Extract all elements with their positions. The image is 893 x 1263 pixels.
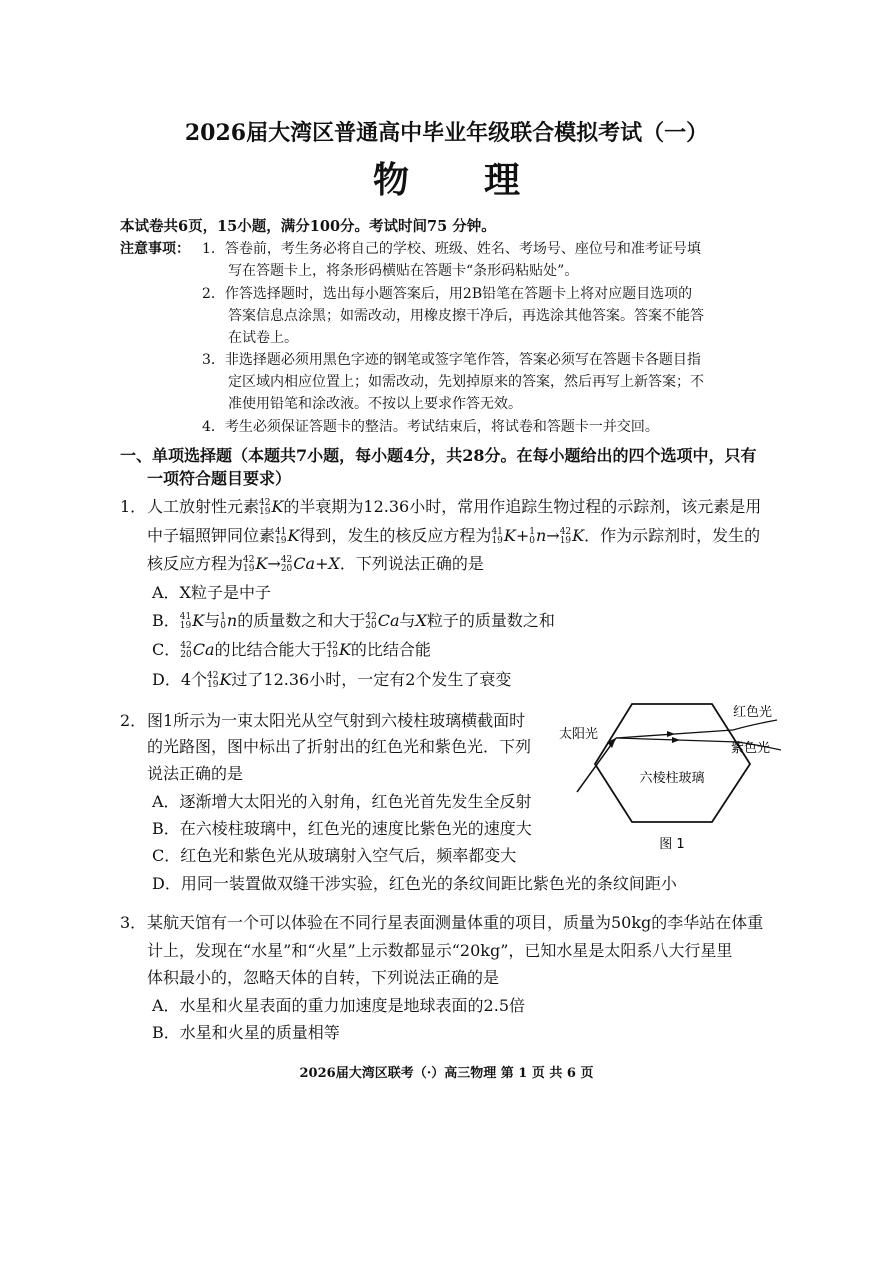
notice-line: 准使用铅笔和涂改液。不按以上要求作答无效。 [228, 396, 522, 412]
arrow-icon [667, 731, 675, 737]
notice-line: 3．非选择题必须用黑色字迹的钢笔或签字笔作答，答案必须写在答题卡各题目指 [202, 352, 701, 368]
notice-line: 定区域内相应位置上；如需改动，先划掉原来的答案，然后再写上新答案；不 [228, 374, 704, 390]
notice-line: 2．作答选择题时，选出每小题答案后，用2B铅笔在答题卡上将对应题目选项的 [202, 286, 693, 302]
section-heading-cont: 一项符合题目要求） [147, 469, 292, 488]
question-1-line-1: 人工放射性元素 42 19 K的半衰期为12.36小时，常用作追踪生物过程的示踪剂，该元素是用 [147, 497, 762, 517]
nuclide-Ca42: 42 20 Ca [280, 554, 316, 574]
option-b: B． 41 19 K与 1 0 n的质量数之和大于 42 20 Ca与X粒子的质量数之和 [152, 611, 555, 631]
page-footer: 2026届大湾区联考（·）高三物理 第 1 页 共 6 页 [299, 1066, 594, 1081]
red-ray-exit [733, 720, 777, 730]
option-c: C． 42 20 Ca的比结合能大于 42 19 K的比结合能 [152, 640, 431, 660]
notice-line: 写在答题卡上，将条形码横贴在答题卡“条形码粘贴处”。 [228, 263, 579, 279]
option-b: B．在六棱柱玻璃中，红色光的速度比紫色光的速度大 [152, 819, 532, 838]
question-2-line-1: 图1所示为一束太阳光从空气射到六棱柱玻璃横截面时 [147, 711, 526, 730]
question-1-line-2: 中子辐照钾同位素 41 19 K得到，发生的核反应方程为 41 19 K+ 1 0 n→ 42 19 K．作为示踪剂时，发生的 [147, 526, 761, 546]
arrow-icon [607, 738, 616, 748]
label-violet-light: 紫色光 [731, 741, 771, 756]
notice-line: 1．答卷前，考生务必将自己的学校、班级、姓名、考场号、座位号和准考证号填 [202, 241, 701, 257]
label-sunlight: 太阳光 [559, 727, 599, 742]
option-d: D．4个 42 19 K过了12.36小时，一定有2个发生了衰变 [152, 670, 512, 690]
exam-info: 本试卷共6页，15小题，满分100分。考试时间75 分钟。 [120, 218, 496, 235]
notice-label: 注意事项： [120, 241, 190, 257]
arrow-icon [672, 737, 680, 743]
notice-line: 在试卷上。 [228, 330, 298, 346]
nuclide-K41: 41 19 K [275, 526, 300, 546]
subject-title [0, 152, 893, 203]
question-1-line-3: 核反应方程为 42 19 K→ 42 20 Ca+X．下列说法正确的是 [147, 554, 484, 574]
question-2-line-2: 的光路图，图中标出了折射出的红色光和紫色光．下列 [147, 737, 532, 756]
figure-caption: 图 1 [659, 837, 685, 852]
option-b: B．水星和火星的质量相等 [152, 1023, 340, 1042]
exam-title: 2026届大湾区普通高中毕业年级联合模拟考试（一） [184, 120, 709, 146]
question-number: 2． [120, 711, 147, 730]
label-glass: 六棱柱玻璃 [639, 771, 705, 786]
question-3-line-2: 计上，发现在“水星”和“火星”上示数都显示“20kg”，已知水星是太阳系八大行星里 [147, 941, 733, 960]
subject-char-1: 物 [372, 159, 409, 201]
question-number: 3． [120, 913, 147, 932]
nuclide-K42: 42 19 K [259, 497, 284, 517]
nuclide-K41: 41 19 K [491, 526, 516, 546]
question-3-line-1: 某航天馆有一个可以体验在不同行星表面测量体重的项目，质量为50kg的李华站在体重 [147, 913, 764, 932]
notice-line: 答案信息点涂黑；如需改动，用橡皮擦干净后，再选涂其他答案。答案不能答 [228, 308, 704, 324]
nuclide-K42: 42 19 K [559, 526, 585, 546]
figure-hexagon-prism [555, 700, 785, 860]
section-heading: 一、单项选择题（本题共7小题，每小题4分，共28分。在每小题给出的四个选项中，只有 [120, 446, 757, 465]
question-2-line-3: 说法正确的是 [147, 764, 244, 783]
option-a: A．逐渐增大太阳光的入射角，红色光首先发生全反射 [152, 792, 532, 811]
option-d: D．用同一装置做双缝干涉实验，红色光的条纹间距比紫色光的条纹间距小 [152, 874, 677, 893]
nuclide-K42: 42 19 K [243, 554, 268, 574]
incident-ray [577, 738, 616, 792]
nuclide-n: 1 0 n [529, 526, 547, 546]
question-3-line-3: 体积最小的，忽略天体的自转，下列说法正确的是 [147, 968, 500, 987]
subject-char-2: 理 [484, 159, 521, 201]
hexagon-outline [595, 704, 750, 822]
option-a: A．水星和火星表面的重力加速度是地球表面的2.5倍 [152, 996, 526, 1015]
notice-line: 4．考生必须保证答题卡的整洁。考试结束后，将试卷和答题卡一并交回。 [202, 419, 659, 435]
label-red-light: 红色光 [733, 705, 773, 720]
option-c: C．红色光和紫色光从玻璃射入空气后，频率都变大 [152, 846, 517, 865]
option-a: A．X粒子是中子 [152, 583, 271, 602]
question-number: 1． [120, 497, 147, 516]
